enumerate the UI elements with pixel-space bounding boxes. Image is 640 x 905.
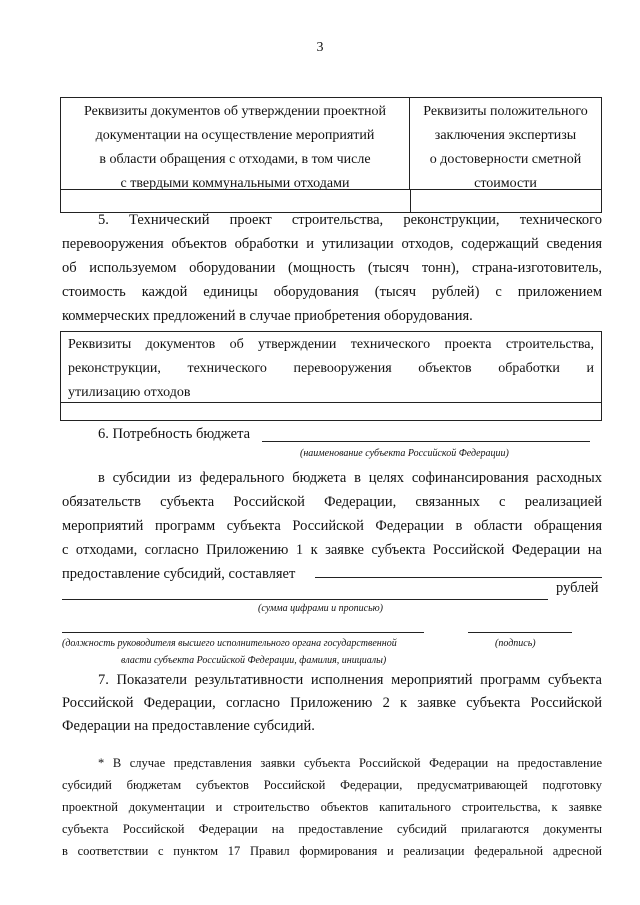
official-line[interactable] — [62, 632, 424, 633]
table2-header — [68, 333, 594, 405]
section-6-label: 6. Потребность бюджета — [98, 426, 251, 442]
official-caption: (должность руководителя высшего исполнительного органа государственной — [62, 638, 397, 649]
paragraph-line: стоимость каждой единицы оборудования (тысяч рублей) с приложением — [62, 284, 602, 300]
table1-col1-line: Реквизиты документов об утверждении проектной — [84, 104, 386, 119]
signature-line[interactable] — [468, 632, 572, 633]
table2-line: реконструкции, технического перевооружения объектов обработки и — [68, 361, 594, 376]
table1-header-col2 — [410, 98, 601, 190]
paragraph-line: мероприятий программ субъекта Российской Федерации в области обращения — [62, 518, 602, 534]
table1-col2-line: о достоверности сметной — [429, 152, 582, 167]
table1-header-col1 — [61, 98, 410, 190]
paragraph-line: Российской Федерации, согласно Приложению 2 к заявке субъекта Российской — [62, 695, 602, 711]
paragraph-line: 5. Технический проект строительства, реконструкции, технического — [98, 212, 602, 228]
page-number: 3 — [316, 40, 324, 55]
section-7-paragraph — [62, 669, 602, 738]
subject-name-caption: (наименование субъекта Российской Федерации) — [300, 448, 509, 459]
amount-caption: (сумма цифрами и прописью) — [258, 603, 384, 614]
section-5-paragraph — [62, 208, 602, 328]
table1-col1-line: документации на осуществление мероприятий — [95, 128, 375, 143]
technical-project-requisites-table — [60, 331, 602, 421]
table1-row-divider — [61, 189, 601, 190]
table1-col2-line: заключения экспертизы — [434, 128, 577, 143]
footnote-line: субъекта Российской Федерации на предоставление субсидий прилагаются документы — [62, 822, 602, 836]
footnote-line: субсидий бюджетам субъектов Российской Федерации, предусматривающей подготовку — [62, 778, 602, 792]
paragraph-line: Федерации на предоставление субсидий. — [62, 718, 315, 734]
paragraph-line: с отходами, согласно Приложению 1 к заявке субъекта Российской Федерации на — [62, 542, 602, 558]
paragraph-line: предоставление субсидий, составляет — [62, 566, 296, 582]
table2-line: утилизацию отходов — [68, 385, 191, 400]
footnote-line: проектной документации и строительство объектов капитального строительства, к заявке — [62, 800, 602, 814]
amount-line-2[interactable] — [62, 599, 548, 600]
table1-col2-line: Реквизиты положительного — [423, 104, 588, 119]
table2-line: Реквизиты документов об утверждении технического проекта строительства, — [68, 337, 594, 352]
paragraph-line: обязательств субъекта Российской Федерации, связанных с реализацией — [62, 494, 602, 510]
signature-caption: (подпись) — [495, 638, 536, 649]
table1-col2-line: стоимости — [474, 176, 537, 191]
footnote-line: в соответствии с пунктом 17 Правил формирования и реализации федеральной адресной — [62, 844, 602, 858]
table2-row-divider — [61, 402, 601, 403]
table1-col1-line: с твердыми коммунальными отходами — [120, 176, 350, 191]
official-caption: власти субъекта Российской Федерации, фамилия, инициалы) — [121, 655, 387, 666]
currency-label: рублей — [556, 580, 599, 596]
section-6-paragraph — [62, 466, 602, 586]
paragraph-line: в субсидии из федерального бюджета в целях софинансирования расходных — [98, 470, 602, 486]
paragraph-line: коммерческих предложений в случае приобретения оборудования. — [62, 308, 473, 324]
footnote-line: * В случае представления заявки субъекта Российской Федерации на предоставление — [98, 756, 602, 770]
approval-requisites-table — [60, 97, 602, 213]
paragraph-line: 7. Показатели результативности исполнения мероприятий программ субъекта — [98, 672, 602, 688]
subject-name-line[interactable] — [262, 441, 590, 442]
amount-line-1[interactable] — [315, 577, 602, 578]
paragraph-line: об используемом оборудовании (мощность (тысяч тонн), страна-изготовитель, — [62, 260, 602, 276]
paragraph-line: перевооружения объектов обработки и утилизации отходов, содержащий сведения — [62, 236, 602, 252]
footnote — [62, 752, 602, 862]
table1-col1-line: в области обращения с отходами, в том числе — [99, 152, 371, 167]
